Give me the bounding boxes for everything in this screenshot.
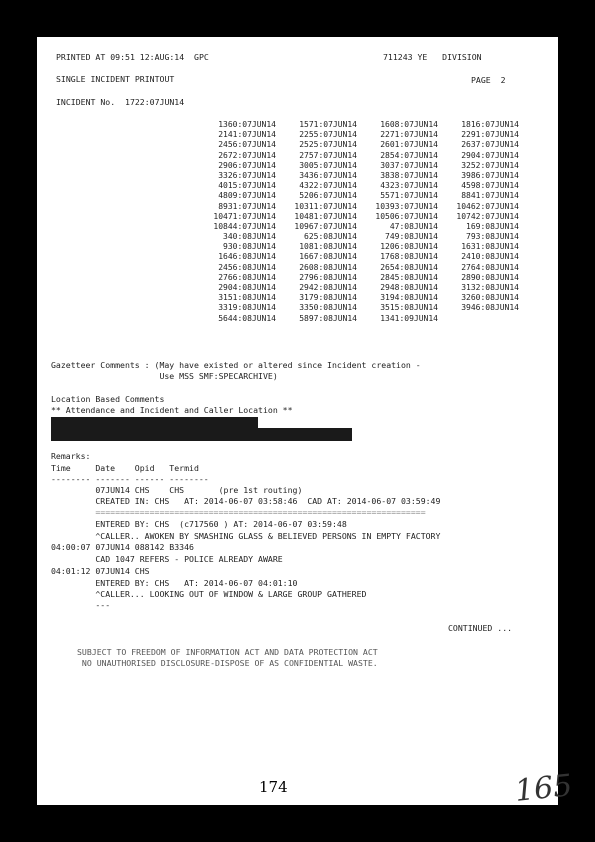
- log-reference-row: [195, 212, 519, 222]
- log-reference-cell: 8931:07JUN14: [218, 201, 276, 211]
- log-reference-cell: 4598:07JUN14: [461, 181, 519, 191]
- log-reference-cell: 2890:08JUN14: [461, 272, 519, 282]
- log-reference-row: [195, 303, 519, 313]
- log-reference-cell: 3326:07JUN14: [218, 170, 276, 180]
- log-reference-cell: 4323:07JUN14: [380, 181, 438, 191]
- continued-marker: CONTINUED ...: [448, 623, 513, 633]
- remarks-line: CAD 1047 REFERS - POLICE ALREADY AWARE: [51, 554, 283, 564]
- log-reference-cell: 1360:07JUN14: [218, 120, 276, 129]
- remarks-line: ^CALLER.. AWOKEN BY SMASHING GLASS & BELIEVED PERSONS IN EMPTY FACTORY: [51, 531, 441, 541]
- log-reference-row: [195, 191, 519, 201]
- log-reference-cell: 2766:08JUN14: [218, 272, 276, 282]
- log-reference-cell: 2255:07JUN14: [299, 130, 357, 140]
- log-reference-cell: 1206:08JUN14: [380, 242, 438, 252]
- log-reference-cell: 340:08JUN14: [223, 232, 276, 242]
- log-reference-row: [195, 263, 519, 273]
- log-reference-cell: 3838:07JUN14: [380, 170, 438, 180]
- log-reference-cell: 2141:07JUN14: [218, 130, 276, 140]
- log-reference-row: [195, 120, 519, 130]
- log-reference-cell: 1667:08JUN14: [299, 252, 357, 262]
- log-reference-cell: 5897:08JUN14: [299, 313, 357, 323]
- division-ref: 711243 YE DIVISION: [383, 52, 482, 62]
- log-reference-cell: 2601:07JUN14: [380, 140, 438, 150]
- log-reference-cell: 2271:07JUN14: [380, 130, 438, 140]
- log-reference-cell: 3179:08JUN14: [299, 293, 357, 303]
- log-reference-cell: 8841:07JUN14: [461, 191, 519, 201]
- document-page: [37, 37, 574, 809]
- log-reference-cell: 749:08JUN14: [385, 232, 438, 242]
- log-reference-cell: 3252:07JUN14: [461, 160, 519, 170]
- remarks-heading: Remarks:: [51, 451, 91, 461]
- remarks-line: 04:01:12 07JUN14 CHS: [51, 566, 150, 576]
- log-reference-cell: 2672:07JUN14: [218, 150, 276, 160]
- log-reference-row: [195, 283, 519, 293]
- log-reference-cell: 793:08JUN14: [466, 232, 519, 242]
- log-reference-row: [195, 252, 519, 262]
- log-reference-cell: 2906:07JUN14: [218, 160, 276, 170]
- log-reference-cell: 1571:07JUN14: [299, 120, 357, 129]
- log-reference-row: [195, 171, 519, 181]
- log-reference-cell: 2764:08JUN14: [461, 262, 519, 272]
- log-reference-cell: 2757:07JUN14: [299, 150, 357, 160]
- redaction-bar: [51, 428, 352, 441]
- page-number: 174: [259, 778, 288, 796]
- log-reference-cell: 5571:07JUN14: [380, 191, 438, 201]
- log-reference-cell: 3194:08JUN14: [380, 293, 438, 303]
- log-reference-cell: 3037:07JUN14: [380, 160, 438, 170]
- remarks-column-headers: Time Date Opid Termid: [51, 463, 199, 473]
- log-reference-cell: 1608:07JUN14: [380, 120, 438, 129]
- log-reference-row: [195, 181, 519, 191]
- log-reference-cell: 10393:07JUN14: [375, 201, 438, 211]
- log-reference-cell: 1816:07JUN14: [461, 120, 519, 129]
- log-reference-cell: [438, 314, 519, 324]
- log-reference-row: [195, 293, 519, 303]
- log-reference-cell: 2904:07JUN14: [461, 150, 519, 160]
- remarks-line: CREATED IN: CHS AT: 2014-06-07 03:58:46 CAD AT: 2014-06-07 03:59:49: [51, 496, 441, 506]
- gazetteer-comment-line-1: Gazetteer Comments : (May have existed or altered since Incident creation -: [51, 360, 421, 370]
- remarks-line: ---: [51, 600, 111, 610]
- log-reference-cell: 2904:08JUN14: [218, 283, 276, 292]
- log-reference-cell: 3986:07JUN14: [461, 170, 519, 180]
- log-reference-cell: 5206:07JUN14: [299, 191, 357, 201]
- printed-at-line: PRINTED AT 09:51 12:AUG:14 GPC: [56, 52, 209, 62]
- log-reference-row: [195, 140, 519, 150]
- log-reference-cell: 2410:08JUN14: [461, 252, 519, 262]
- log-reference-cell: 2456:07JUN14: [218, 140, 276, 150]
- remarks-line: ENTERED BY: CHS (c717560 ) AT: 2014-06-07 03:59:48: [51, 519, 347, 529]
- log-reference-cell: 3946:08JUN14: [461, 303, 519, 313]
- log-reference-cell: 3132:08JUN14: [461, 283, 519, 292]
- gazetteer-comment-line-2: Use MSS SMF:SPECARCHIVE): [51, 371, 278, 381]
- log-reference-cell: 3260:08JUN14: [461, 293, 519, 303]
- log-reference-cell: 4322:07JUN14: [299, 181, 357, 191]
- log-reference-cell: 10742:07JUN14: [456, 211, 519, 221]
- log-reference-cell: 1768:08JUN14: [380, 252, 438, 262]
- log-reference-cell: 2637:07JUN14: [461, 140, 519, 150]
- log-reference-cell: 1081:08JUN14: [299, 242, 357, 252]
- printout-title: SINGLE INCIDENT PRINTOUT: [56, 74, 175, 84]
- log-reference-cell: 3436:07JUN14: [299, 170, 357, 180]
- location-comments-subheading: ** Attendance and Incident and Caller Location **: [51, 405, 293, 415]
- log-reference-cell: 4015:07JUN14: [218, 181, 276, 191]
- remarks-line: 04:00:07 07JUN14 088142 B3346: [51, 542, 194, 552]
- log-reference-cell: 10844:07JUN14: [213, 221, 276, 231]
- log-reference-cell: 10967:07JUN14: [294, 221, 357, 231]
- log-reference-row: [195, 222, 519, 232]
- log-reference-row: [195, 202, 519, 212]
- log-reference-cell: 2845:08JUN14: [380, 272, 438, 282]
- log-reference-cell: 2456:08JUN14: [218, 262, 276, 272]
- log-reference-row: [195, 242, 519, 252]
- log-reference-cell: 3350:08JUN14: [299, 303, 357, 313]
- log-reference-cell: 1341:09JUN14: [380, 313, 438, 323]
- remarks-line: ^CALLER... LOOKING OUT OF WINDOW & LARGE GROUP GATHERED: [51, 589, 367, 599]
- log-reference-row: [195, 314, 519, 324]
- log-reference-cell: 5644:08JUN14: [218, 313, 276, 323]
- log-reference-cell: 2942:08JUN14: [299, 283, 357, 292]
- log-reference-cell: 1646:08JUN14: [218, 252, 276, 262]
- log-reference-cell: 10462:07JUN14: [456, 201, 519, 211]
- log-reference-cell: 10506:07JUN14: [375, 211, 438, 221]
- location-comments-heading: Location Based Comments: [51, 394, 165, 404]
- log-reference-cell: 2854:07JUN14: [380, 150, 438, 160]
- handwritten-folio-number: 165: [513, 768, 574, 809]
- log-reference-cell: 2654:08JUN14: [380, 262, 438, 272]
- log-reference-row: [195, 161, 519, 171]
- log-reference-cell: 47:08JUN14: [389, 221, 438, 231]
- log-reference-cell: 3005:07JUN14: [299, 160, 357, 170]
- log-reference-cell: 2291:07JUN14: [461, 130, 519, 140]
- log-reference-row: [195, 130, 519, 140]
- log-reference-cell: 2796:08JUN14: [299, 272, 357, 282]
- foi-notice-line-1: SUBJECT TO FREEDOM OF INFORMATION ACT AND DATA PROTECTION ACT: [77, 647, 378, 657]
- log-reference-cell: 3151:08JUN14: [218, 293, 276, 303]
- log-reference-cell: 3515:08JUN14: [380, 303, 438, 313]
- log-reference-row: [195, 273, 519, 283]
- log-reference-cell: 169:08JUN14: [466, 221, 519, 231]
- log-reference-row: [195, 151, 519, 161]
- remarks-line: ENTERED BY: CHS AT: 2014-06-07 04:01:10: [51, 578, 298, 588]
- log-reference-cell: 930:08JUN14: [223, 242, 276, 252]
- page-indicator: PAGE 2: [471, 75, 506, 85]
- incident-number: INCIDENT No. 1722:07JUN14: [56, 97, 185, 107]
- remarks-header-rule: -------- ------- ------ --------: [51, 474, 209, 484]
- foi-notice-line-2: NO UNAUTHORISED DISCLOSURE-DISPOSE OF AS CONFIDENTIAL WASTE.: [77, 658, 378, 668]
- log-reference-cell: 2948:08JUN14: [380, 283, 438, 292]
- log-reference-row: [195, 232, 519, 242]
- log-reference-cell: 10481:07JUN14: [294, 211, 357, 221]
- log-reference-cell: 10311:07JUN14: [294, 201, 357, 211]
- remarks-line: ===================================================================: [51, 507, 426, 517]
- log-reference-cell: 625:08JUN14: [304, 232, 357, 242]
- log-reference-cell: 1631:08JUN14: [461, 242, 519, 252]
- remarks-line: 07JUN14 CHS CHS (pre 1st routing): [51, 485, 303, 495]
- log-reference-cell: 2608:08JUN14: [299, 262, 357, 272]
- log-reference-cell: 4809:07JUN14: [218, 191, 276, 201]
- log-reference-cell: 2525:07JUN14: [299, 140, 357, 150]
- log-reference-cell: 10471:07JUN14: [213, 211, 276, 221]
- log-reference-cell: 3319:08JUN14: [218, 303, 276, 313]
- log-reference-grid: [195, 120, 519, 324]
